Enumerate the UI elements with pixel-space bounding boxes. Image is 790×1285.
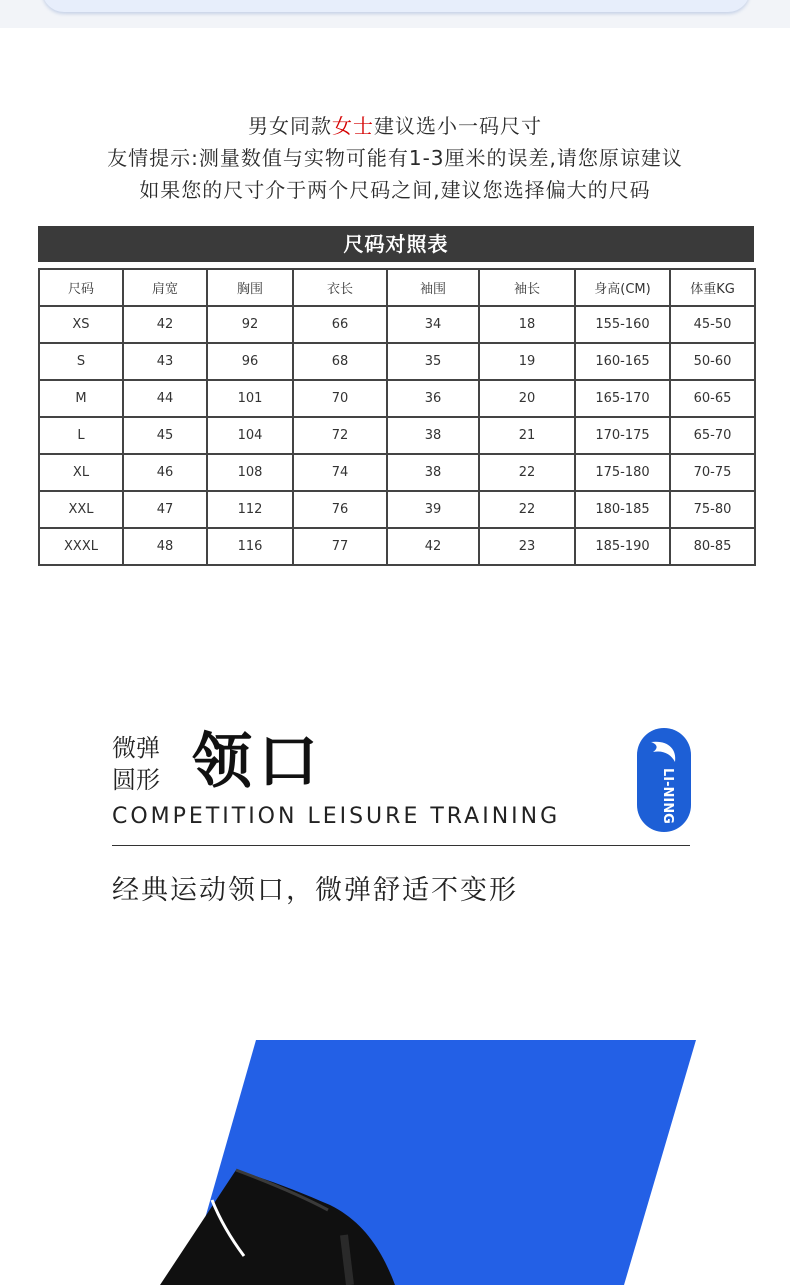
feature-description: 经典运动领口，微弹舒适不变形 — [112, 875, 518, 906]
size-table-header-cell: 袖长 — [479, 269, 575, 306]
size-table-cell: 36 — [387, 380, 479, 417]
size-table-header-cell: 身高(CM) — [575, 269, 670, 306]
size-table-cell: 22 — [479, 454, 575, 491]
size-table-row — [39, 417, 755, 454]
size-table-cell: 23 — [479, 528, 575, 565]
size-table-cell: 20 — [479, 380, 575, 417]
top-banner-strip — [0, 0, 790, 28]
note-size-advice: 建议选小一码尺寸 — [374, 114, 542, 138]
size-table-cell: 21 — [479, 417, 575, 454]
size-table-cell: 155-160 — [575, 306, 670, 343]
size-table-cell: XXL — [39, 491, 123, 528]
size-table-cell: 175-180 — [575, 454, 670, 491]
size-table-cell: 46 — [123, 454, 207, 491]
size-table-cell: 38 — [387, 417, 479, 454]
size-table-cell: XXXL — [39, 528, 123, 565]
product-image — [0, 1030, 790, 1285]
size-table-cell: XS — [39, 306, 123, 343]
size-table-cell: 170-175 — [575, 417, 670, 454]
size-table-cell: 43 — [123, 343, 207, 380]
size-table-row — [39, 380, 755, 417]
size-table-cell: 65-70 — [670, 417, 755, 454]
size-table-row — [39, 343, 755, 380]
size-table-cell: 116 — [207, 528, 293, 565]
size-table-cell: 80-85 — [670, 528, 755, 565]
size-table-cell: 185-190 — [575, 528, 670, 565]
size-table-header-cell: 衣长 — [293, 269, 387, 306]
size-table-header-cell: 袖围 — [387, 269, 479, 306]
size-table-cell: 38 — [387, 454, 479, 491]
li-ning-logo-text: LI-NING — [660, 768, 675, 824]
size-table-cell: 66 — [293, 306, 387, 343]
feature-subtitle: COMPETITION LEISURE TRAINING — [112, 804, 561, 829]
tshirt-collar-photo — [0, 1030, 790, 1285]
size-table-cell: 70 — [293, 380, 387, 417]
li-ning-logo-icon — [637, 728, 691, 832]
feature-title: 领口 — [192, 727, 324, 797]
li-ning-logo-badge — [637, 728, 691, 832]
size-table-cell: 42 — [387, 528, 479, 565]
size-table-cell: 68 — [293, 343, 387, 380]
size-table-header-cell: 肩宽 — [123, 269, 207, 306]
size-table-cell: 101 — [207, 380, 293, 417]
size-table-cell: 104 — [207, 417, 293, 454]
size-table-cell: 92 — [207, 306, 293, 343]
section-divider — [112, 845, 690, 846]
size-table-cell: 42 — [123, 306, 207, 343]
size-table-cell: 34 — [387, 306, 479, 343]
size-table-cell: M — [39, 380, 123, 417]
size-table-cell: 44 — [123, 380, 207, 417]
size-table-header-row — [39, 269, 755, 306]
size-table-row — [39, 528, 755, 565]
size-table-cell: 165-170 — [575, 380, 670, 417]
note-line-2: 友情提示:测量数值与实物可能有1-3厘米的误差,请您原谅建议 — [107, 146, 683, 170]
feature-tagline-1: 微弹 — [112, 734, 160, 762]
size-table-cell: 112 — [207, 491, 293, 528]
size-chart-table — [38, 268, 756, 566]
size-table-cell: 45 — [123, 417, 207, 454]
note-women-highlight: 女士 — [332, 114, 374, 138]
size-table-cell: 22 — [479, 491, 575, 528]
size-table-cell: 180-185 — [575, 491, 670, 528]
size-table-cell: S — [39, 343, 123, 380]
size-table-cell: XL — [39, 454, 123, 491]
size-table-cell: 108 — [207, 454, 293, 491]
size-table-cell: 19 — [479, 343, 575, 380]
size-table-cell: 74 — [293, 454, 387, 491]
size-table-cell: 35 — [387, 343, 479, 380]
size-table-cell: 75-80 — [670, 491, 755, 528]
size-table-cell: 47 — [123, 491, 207, 528]
size-table-cell: 76 — [293, 491, 387, 528]
size-table-header-cell: 体重KG — [670, 269, 755, 306]
size-table-cell: 45-50 — [670, 306, 755, 343]
size-table-row — [39, 454, 755, 491]
size-table-cell: 50-60 — [670, 343, 755, 380]
size-table-cell: L — [39, 417, 123, 454]
size-notes — [0, 110, 790, 206]
top-banner-pill — [42, 0, 750, 12]
feature-tagline — [112, 732, 176, 796]
size-table-header-cell: 尺码 — [39, 269, 123, 306]
size-table-row — [39, 306, 755, 343]
note-line-1 — [0, 110, 790, 142]
size-table-cell: 70-75 — [670, 454, 755, 491]
size-table-cell: 48 — [123, 528, 207, 565]
size-table-cell: 60-65 — [670, 380, 755, 417]
feature-tagline-2: 圆形 — [112, 766, 160, 794]
size-table-cell: 96 — [207, 343, 293, 380]
note-line-3: 如果您的尺寸介于两个尺码之间,建议您选择偏大的尺码 — [139, 178, 651, 202]
size-table-cell: 77 — [293, 528, 387, 565]
size-table-row — [39, 491, 755, 528]
size-table-cell: 39 — [387, 491, 479, 528]
size-table-cell: 160-165 — [575, 343, 670, 380]
size-table-header-cell: 胸围 — [207, 269, 293, 306]
size-table-cell: 18 — [479, 306, 575, 343]
note-unisex: 男女同款 — [248, 114, 332, 138]
size-table-cell: 72 — [293, 417, 387, 454]
size-chart-title: 尺码对照表 — [38, 226, 754, 262]
